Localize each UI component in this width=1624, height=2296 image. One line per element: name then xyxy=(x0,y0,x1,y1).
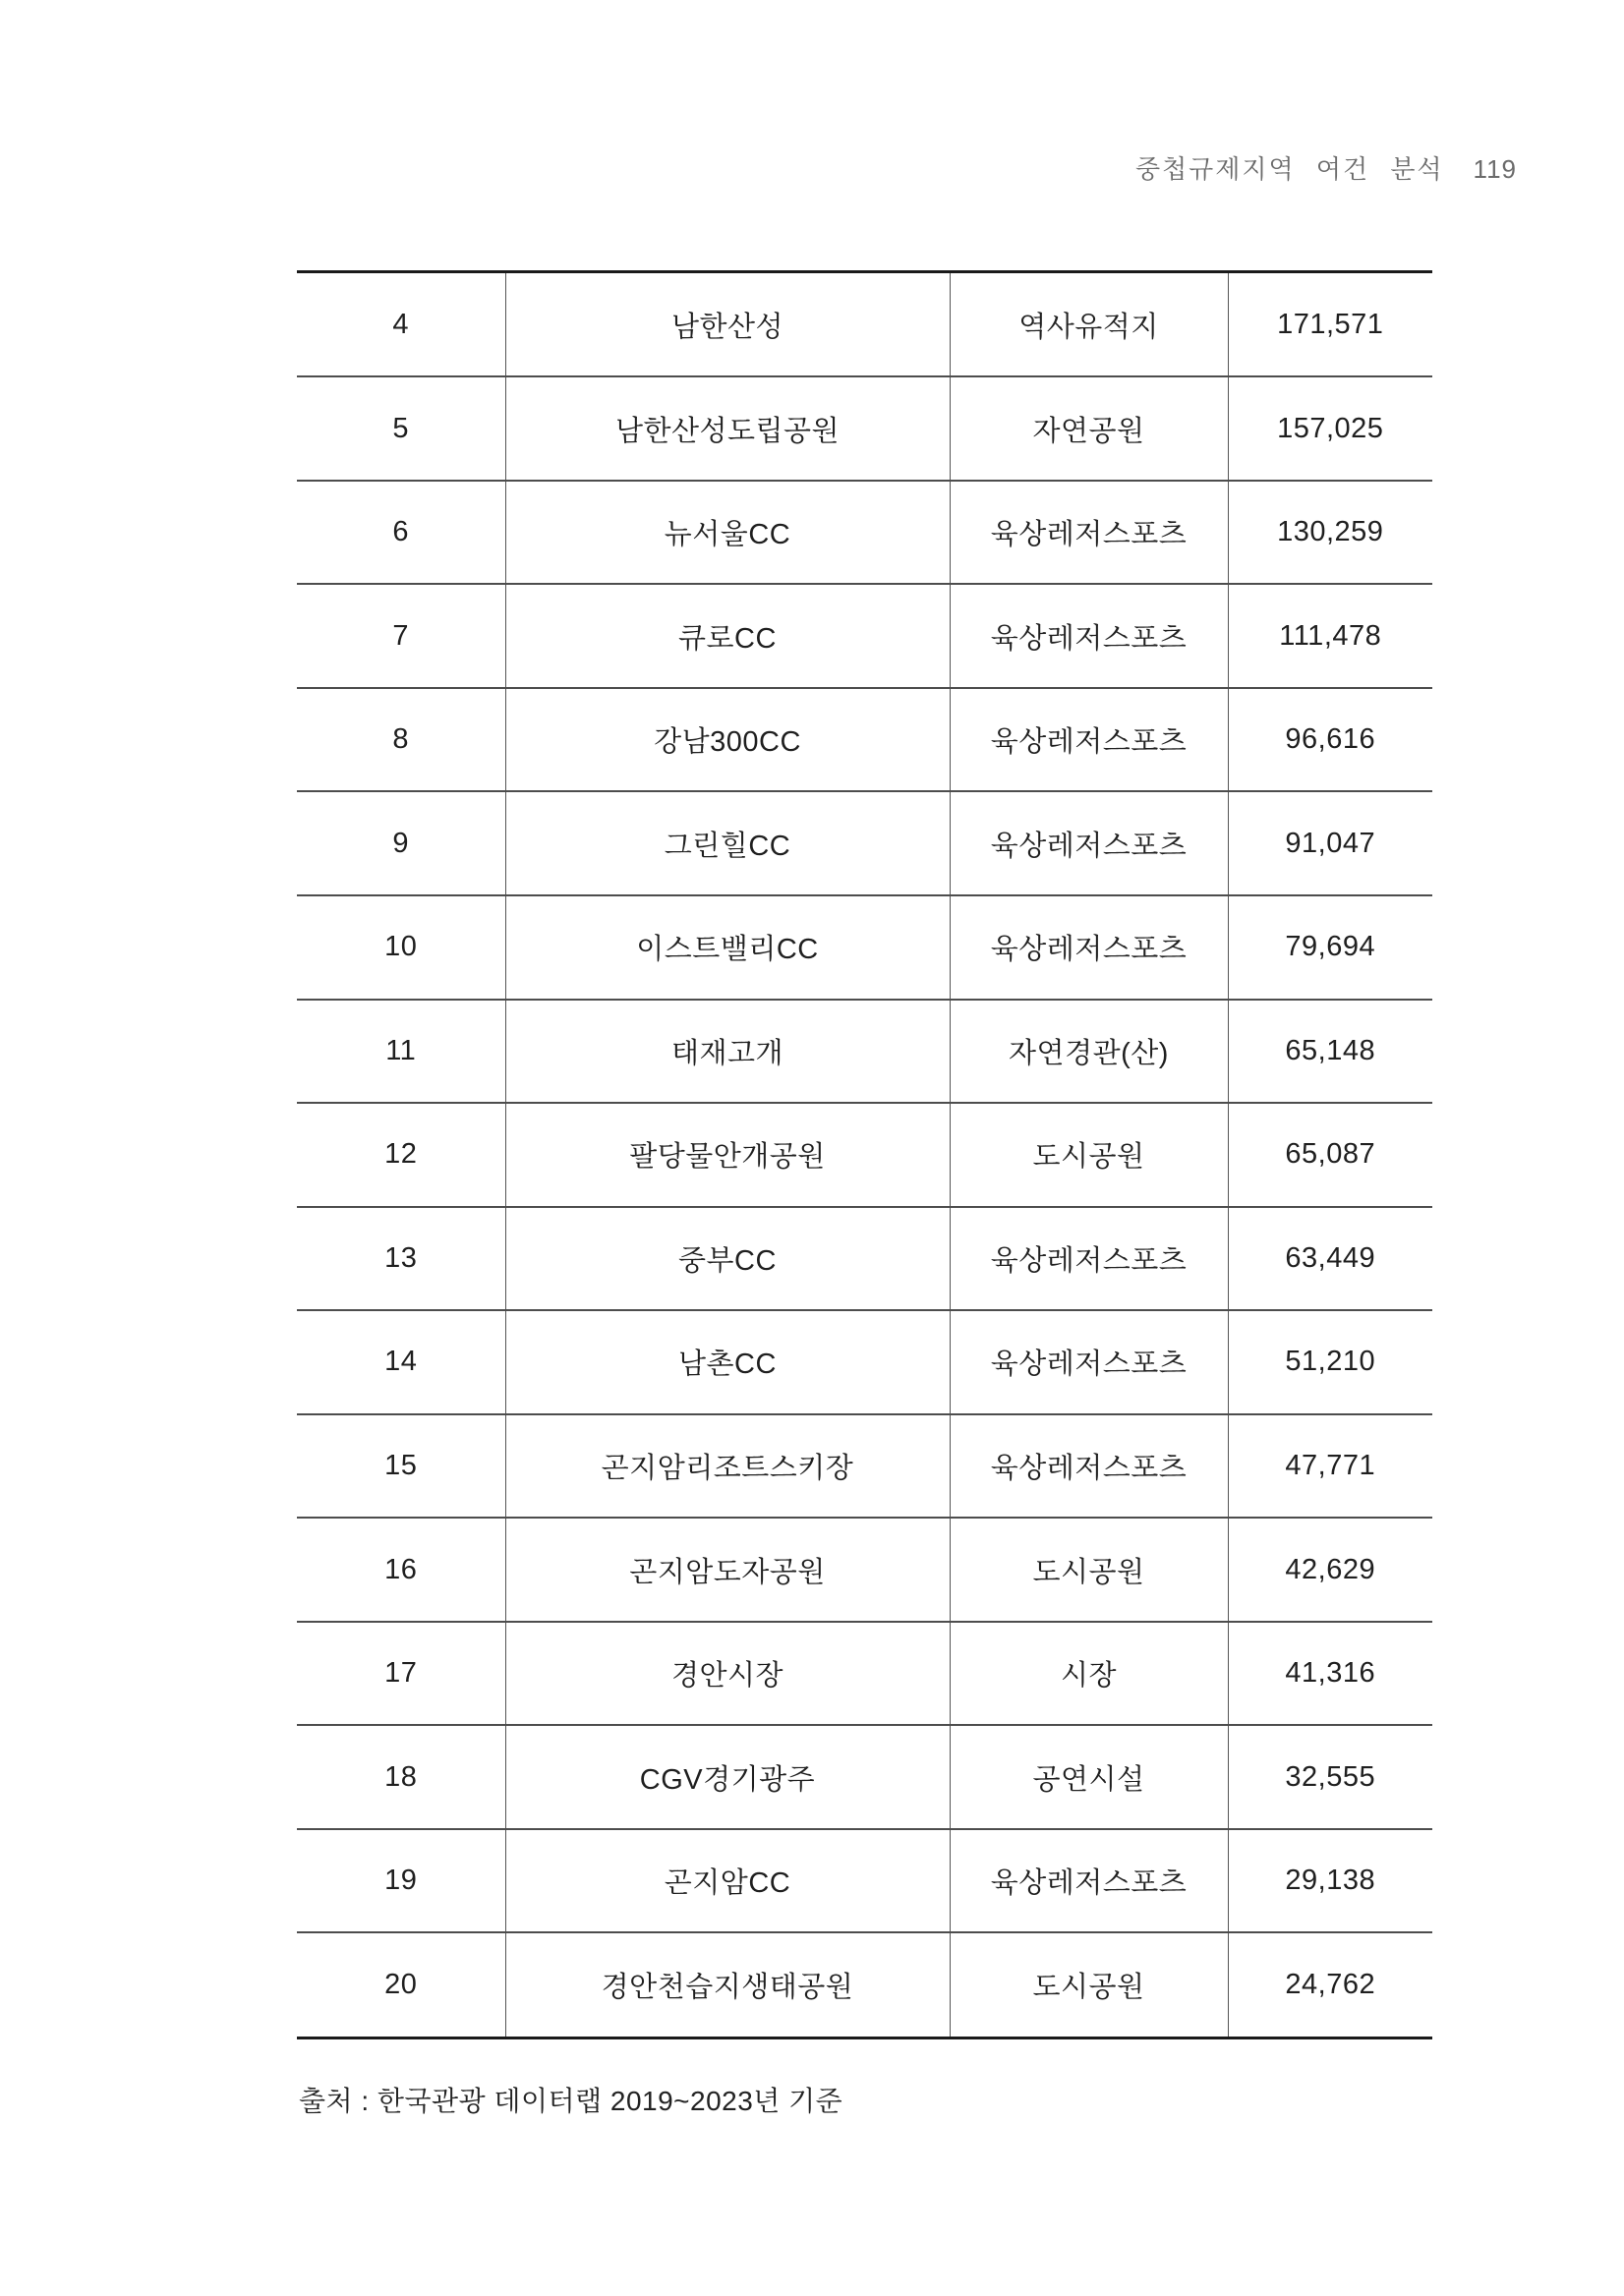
category-cell: 육상레저스포츠 xyxy=(950,481,1228,585)
category-cell: 육상레저스포츠 xyxy=(950,1414,1228,1519)
name-cell: 태재고개 xyxy=(505,1000,950,1104)
visitors-cell: 130,259 xyxy=(1228,481,1432,585)
table-row xyxy=(297,688,1432,792)
category-cell: 육상레저스포츠 xyxy=(950,895,1228,1000)
category-cell: 도시공원 xyxy=(950,1518,1228,1622)
category-cell: 역사유적지 xyxy=(950,272,1228,377)
name-cell: 남한산성 xyxy=(505,272,950,377)
category-cell: 육상레저스포츠 xyxy=(950,791,1228,895)
visitors-cell: 47,771 xyxy=(1228,1414,1432,1519)
table-row xyxy=(297,272,1432,377)
rank-cell: 14 xyxy=(297,1310,505,1414)
rank-cell: 8 xyxy=(297,688,505,792)
name-cell: 경안시장 xyxy=(505,1622,950,1726)
table-row xyxy=(297,1000,1432,1104)
visitors-cell: 171,571 xyxy=(1277,308,1384,340)
rank-cell: 6 xyxy=(297,481,505,585)
rank-cell: 17 xyxy=(297,1622,505,1726)
table-row xyxy=(297,1518,1432,1622)
name-cell: 이스트밸리CC xyxy=(505,895,950,1000)
visitors-cell: 91,047 xyxy=(1228,791,1432,895)
visitors-cell: 32,555 xyxy=(1228,1725,1432,1829)
rank-cell: 19 xyxy=(297,1829,505,1933)
name-cell: 남한산성도립공원 xyxy=(505,376,950,481)
name-cell: CGV경기광주 xyxy=(505,1725,950,1829)
visitors-cell: 24,762 xyxy=(1228,1932,1432,2038)
table-row xyxy=(297,376,1432,481)
rank-cell: 9 xyxy=(297,791,505,895)
name-cell: 곤지암CC xyxy=(505,1829,950,1933)
rank-cell: 11 xyxy=(297,1000,505,1104)
category-cell: 육상레저스포츠 xyxy=(950,1207,1228,1311)
table-row xyxy=(297,1932,1432,2038)
name-cell: 큐로CC xyxy=(505,584,950,688)
rank-cell: 20 xyxy=(297,1932,505,2038)
visitors-cell: 65,087 xyxy=(1228,1103,1432,1207)
page-number: 119 xyxy=(1473,154,1517,184)
category-cell: 도시공원 xyxy=(950,1932,1228,2038)
rank-cell: 13 xyxy=(297,1207,505,1311)
name-cell: 경안천습지생태공원 xyxy=(505,1932,950,2038)
source-note: 출처 : 한국관광 데이터랩 2019~2023년 기준 xyxy=(299,2086,843,2116)
category-cell: 육상레저스포츠 xyxy=(950,1829,1228,1933)
category-cell: 육상레저스포츠 xyxy=(950,1310,1228,1414)
visitors-cell: 96,616 xyxy=(1228,688,1432,792)
rank-cell: 10 xyxy=(297,895,505,1000)
name-cell: 곤지암도자공원 xyxy=(505,1518,950,1622)
visitors-cell: 29,138 xyxy=(1228,1829,1432,1933)
category-cell: 도시공원 xyxy=(950,1103,1228,1207)
running-title: 중첩규제지역 여건 분석 xyxy=(1134,154,1444,184)
name-cell: 뉴서울CC xyxy=(505,481,950,585)
name-cell: 남촌CC xyxy=(505,1310,950,1414)
visitors-cell: 51,210 xyxy=(1228,1310,1432,1414)
rank-cell: 18 xyxy=(297,1725,505,1829)
visitors-cell: 79,694 xyxy=(1228,895,1432,1000)
visitors-cell: 42,629 xyxy=(1228,1518,1432,1622)
table-row xyxy=(297,481,1432,585)
visitors-cell: 65,148 xyxy=(1228,1000,1432,1104)
table-row xyxy=(297,1622,1432,1726)
rank-cell: 15 xyxy=(297,1414,505,1519)
table-row xyxy=(297,1103,1432,1207)
attractions-table-body xyxy=(297,272,1432,2038)
rank-cell: 5 xyxy=(297,376,505,481)
category-cell: 육상레저스포츠 xyxy=(950,688,1228,792)
table-row xyxy=(297,584,1432,688)
table-row xyxy=(297,1310,1432,1414)
category-cell: 공연시설 xyxy=(950,1725,1228,1829)
table-row xyxy=(297,895,1432,1000)
visitors-cell: 111,478 xyxy=(1228,584,1432,688)
category-cell: 자연공원 xyxy=(950,376,1228,481)
table-row xyxy=(297,1829,1432,1933)
table-row xyxy=(297,791,1432,895)
name-cell: 곤지암리조트스키장 xyxy=(505,1414,950,1519)
page-header xyxy=(1135,149,1517,186)
table-row xyxy=(297,1725,1432,1829)
category-cell: 자연경관(산) xyxy=(950,1000,1228,1104)
category-cell: 시장 xyxy=(950,1622,1228,1726)
name-cell: 그린힐CC xyxy=(505,791,950,895)
rank-cell: 4 xyxy=(297,272,505,377)
category-cell: 육상레저스포츠 xyxy=(950,584,1228,688)
rank-cell: 7 xyxy=(297,584,505,688)
rank-cell: 12 xyxy=(297,1103,505,1207)
name-cell: 팔당물안개공원 xyxy=(505,1103,950,1207)
table-row xyxy=(297,1414,1432,1519)
table-row xyxy=(297,1207,1432,1311)
attractions-visitor-table xyxy=(297,270,1432,2039)
name-cell: 중부CC xyxy=(505,1207,950,1311)
visitors-cell: 63,449 xyxy=(1228,1207,1432,1311)
visitors-cell: 157,025 xyxy=(1228,376,1432,481)
rank-cell: 16 xyxy=(297,1518,505,1622)
name-cell: 강남300CC xyxy=(505,688,950,792)
visitors-cell: 41,316 xyxy=(1228,1622,1432,1726)
